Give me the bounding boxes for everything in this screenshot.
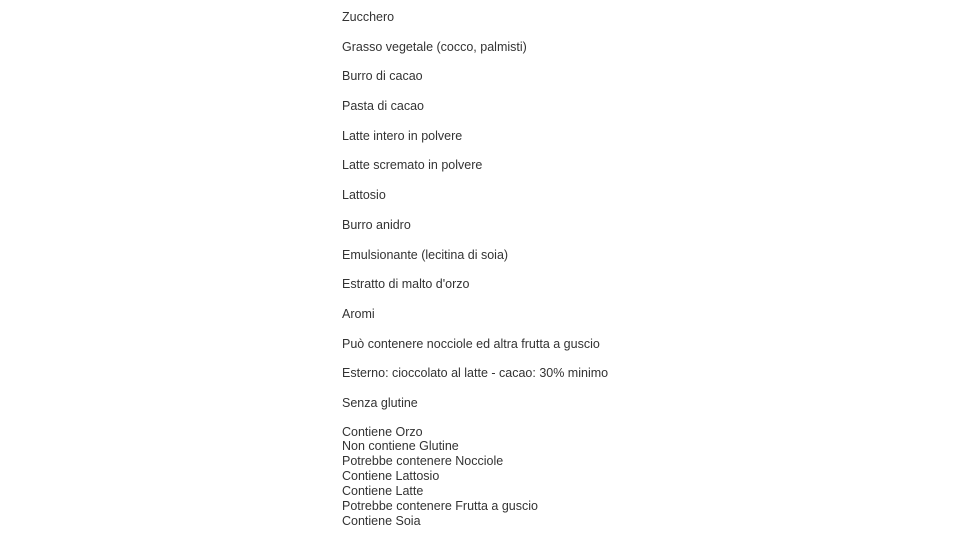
ingredient-item: Latte intero in polvere	[342, 128, 463, 143]
ingredient-item: Burro anidro	[342, 217, 411, 232]
ingredient-item: Può contenere nocciole ed altra frutta a guscio	[342, 336, 600, 351]
ingredient-item: Aromi	[342, 306, 375, 321]
allergen-line: Contiene Orzo	[342, 424, 423, 439]
product-details	[342, 9, 762, 529]
allergen-line: Contiene Latte	[342, 484, 424, 498]
ingredient-item: Esterno: cioccolato al latte - cacao: 30% minimo	[342, 366, 609, 381]
allergen-line: Potrebbe contenere Frutta a guscio	[342, 498, 538, 513]
ingredient-list	[342, 9, 762, 412]
allergen-line: Potrebbe contenere Nocciole	[342, 454, 504, 469]
ingredient-item: Latte scremato in polvere	[342, 158, 483, 173]
ingredient-item: Emulsionante (lecitina di soia)	[342, 247, 509, 262]
ingredient-item: Lattosio	[342, 188, 386, 203]
ingredient-item: Estratto di malto d'orzo	[342, 277, 470, 292]
allergen-info	[342, 425, 762, 529]
ingredient-item: Grasso vegetale (cocco, palmisti)	[342, 39, 527, 54]
allergen-line: Non contiene Glutine	[342, 439, 459, 454]
ingredient-item: Pasta di cacao	[342, 99, 424, 114]
ingredient-item: Senza glutine	[342, 395, 418, 410]
ingredient-item: Burro di cacao	[342, 69, 423, 84]
allergen-line: Contiene Lattosio	[342, 469, 440, 484]
ingredient-item: Zucchero	[342, 10, 395, 24]
allergen-line: Contiene Soia	[342, 513, 421, 528]
